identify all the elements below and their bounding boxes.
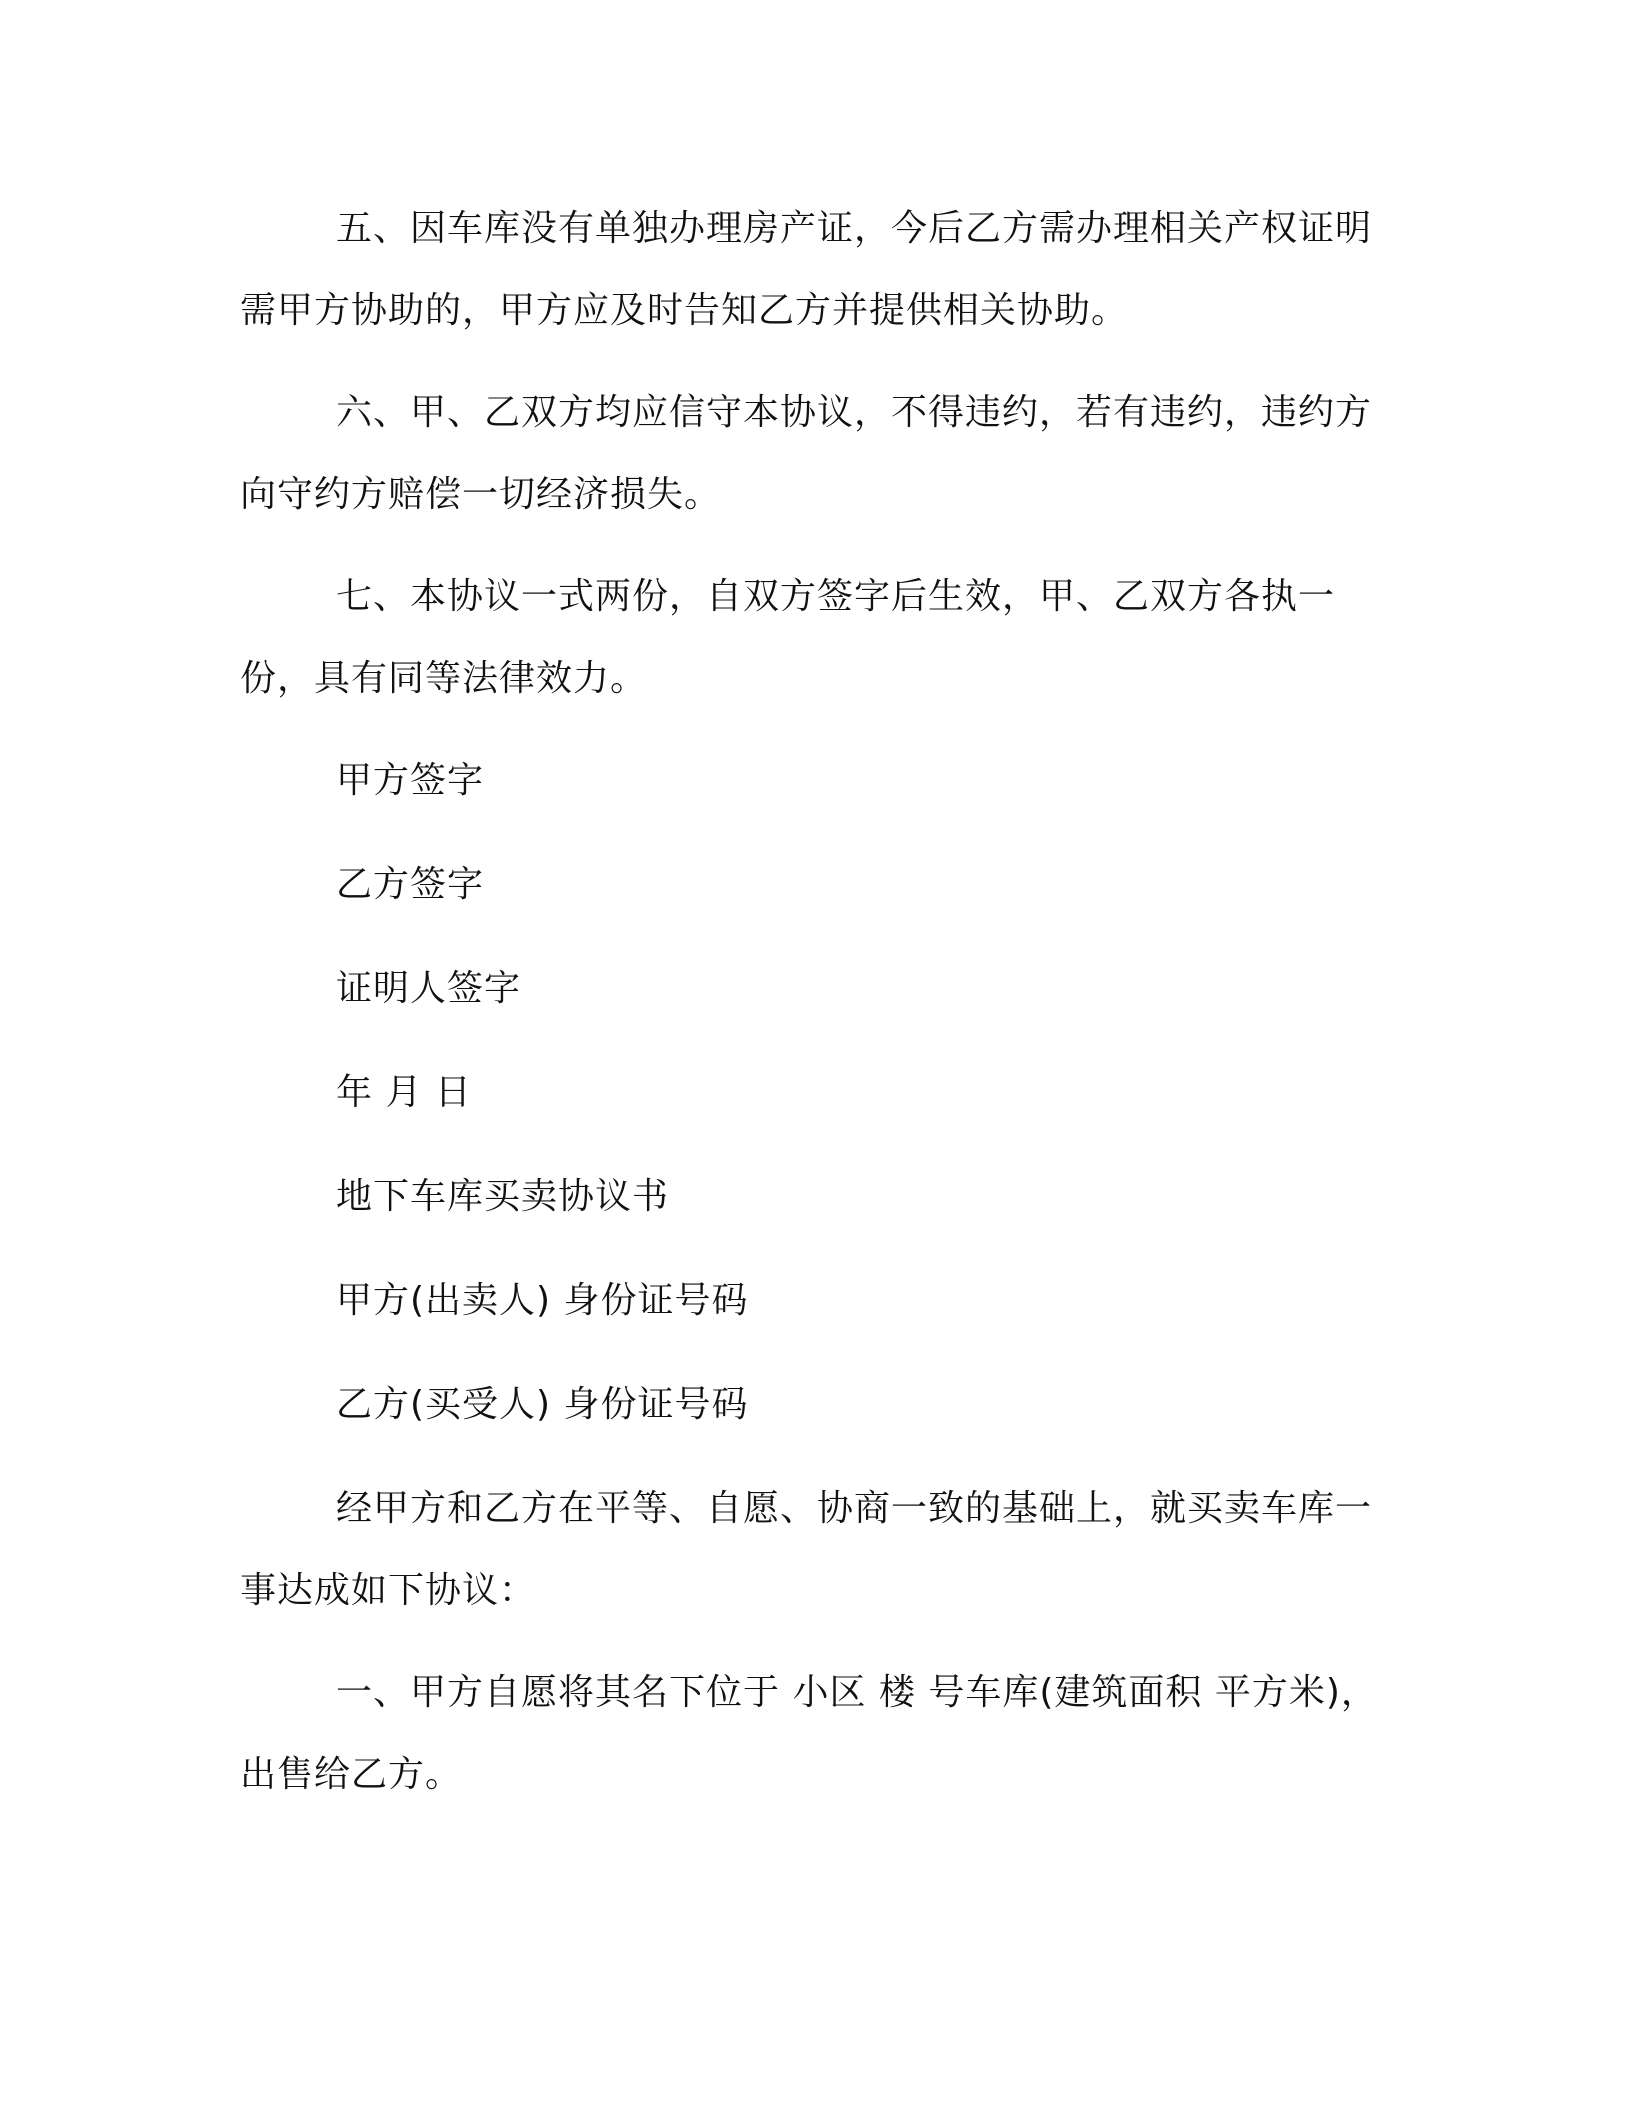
party-b-id-line: 乙方(买受人) 身份证号码 xyxy=(336,1384,749,1425)
agreement-title: 地下车库买卖协议书 xyxy=(336,1176,670,1217)
witness-signature-label: 证明人签字 xyxy=(336,968,522,1009)
clause-six: 六、甲、乙双方均应信守本协议，不得违约，若有违约，违约方向守约方赔偿一切经济损失。 xyxy=(240,392,1373,515)
party-a-id-line: 甲方(出卖人) 身份证号码 xyxy=(336,1280,749,1321)
clause-five: 五、因车库没有单独办理房产证，今后乙方需办理相关产权证明需甲方协助的，甲方应及时告知乙方并提供相关协助。 xyxy=(240,208,1373,331)
party-b-signature-label: 乙方签字 xyxy=(336,864,485,905)
document-body xyxy=(240,188,1400,1816)
intro-paragraph: 经甲方和乙方在平等、自愿、协商一致的基础上，就买卖车库一事达成如下协议： xyxy=(240,1488,1373,1611)
clause-one: 一、甲方自愿将其名下位于 小区 楼 号车库(建筑面积 平方米)，出售给乙方。 xyxy=(240,1672,1378,1795)
clause-seven: 七、本协议一式两份，自双方签字后生效，甲、乙双方各执一份，具有同等法律效力。 xyxy=(240,576,1336,699)
party-a-signature-label: 甲方签字 xyxy=(336,760,485,801)
date-line: 年 月 日 xyxy=(336,1072,472,1113)
